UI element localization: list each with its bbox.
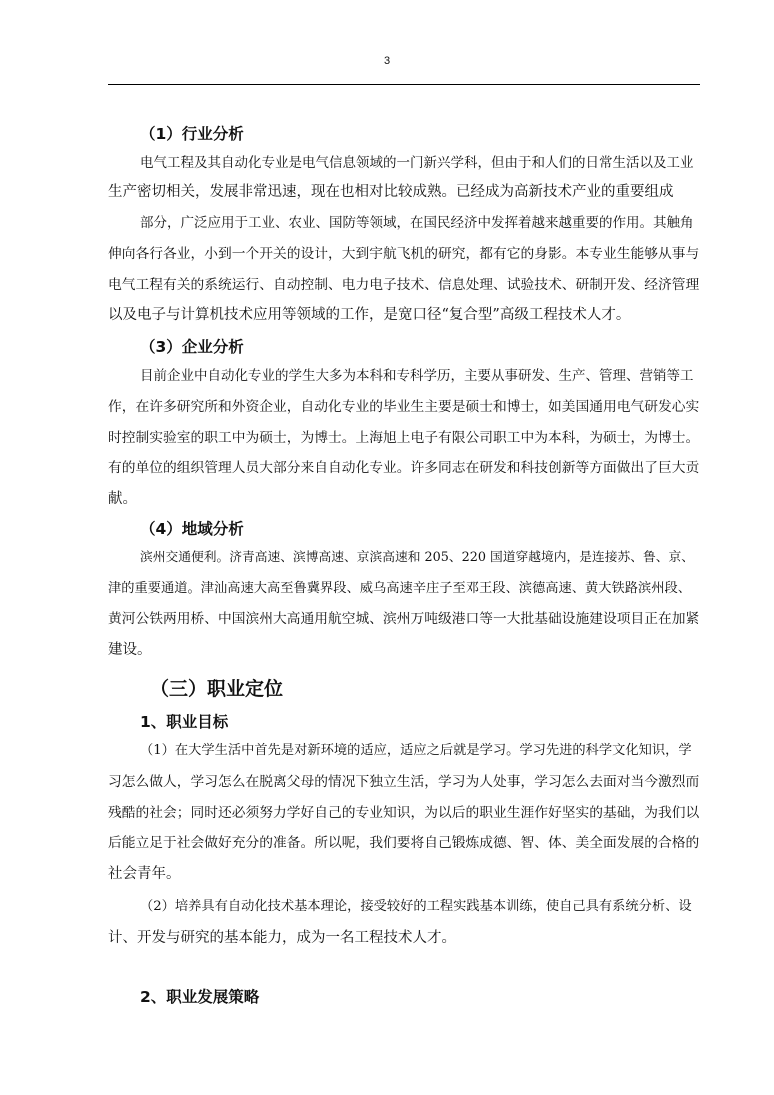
text-line: 伸向各行各业，小到一个开关的设计，大到宇航飞机的研究，都有它的身影。本专业生能够从事与 [108,246,700,262]
text-line: 后能立足于社会做好充分的准备。所以呢，我们要将自己锻炼成德、智、体、美全面发展的合格的 [108,835,700,851]
text-line: 生产密切相关，发展非常迅速，现在也相对比较成熟。已经成为高新技术产业的重要组成 [108,184,674,200]
header-rule [108,84,700,85]
text-line: 滨州交通便利。济青高速、滨博高速、京滨高速和 205、220 国道穿越境内，是连接苏、鲁、京、 [140,550,695,565]
heading-career-goal: 1、职业目标 [140,713,229,731]
heading-industry-analysis: （1）行业分析 [140,125,244,143]
text-line: 社会青年。 [108,866,181,882]
heading-career-positioning: （三）职业定位 [150,678,284,700]
text-line: 作，在许多研究所和外资企业，自动化专业的毕业生主要是硕士和博士，如美国通用电气研发心实 [108,399,700,415]
text-line: 黄河公铁两用桥、中国滨州大高通用航空城、滨州万吨级港口等一大批基础设施建设项目正在加紧 [108,611,700,627]
text-line: 电气工程有关的系统运行、自动控制、电力电子技术、信息处理、试验技术、研制开发、经济管理 [108,277,700,293]
text-line: 献。 [108,491,137,507]
text-line: 残酷的社会；同时还必须努力学好自己的专业知识，为以后的职业生涯作好坚实的基础，为我们以 [108,805,700,821]
text-line: 津的重要通道。津汕高速大高至鲁冀界段、威乌高速辛庄子至邓王段、滨德高速、黄大铁路滨州段、 [108,581,692,596]
text-line: 以及电子与计算机技术应用等领域的工作，是宽口径“复合型”高级工程技术人才。 [108,307,631,323]
text-line: 部分，广泛应用于工业、农业、国防等领域，在国民经济中发挥着越来越重要的作用。其触角 [140,215,694,231]
heading-region-analysis: （4）地域分析 [140,520,244,538]
text-line: 电气工程及其自动化专业是电气信息领域的一门新兴学科，但由于和人们的日常生活以及工业 [140,155,694,171]
text-line: 习怎么做人，学习怎么在脱离父母的情况下独立生活，学习为人处事，学习怎么去面对当今激烈而 [108,774,700,790]
text-line: 时控制实验室的职工中为硕士，为博士。上海旭上电子有限公司职工中为本科，为硕士，为博士。 [108,430,700,446]
text-line: 计、开发与研究的基本能力，成为一名工程技术人才。 [108,930,456,946]
heading-enterprise-analysis: （3）企业分析 [140,338,244,356]
page-number: 3 [383,55,391,67]
text-line: （1）在大学生活中首先是对新环境的适应，适应之后就是学习。学习先进的科学文化知识，学 [140,743,692,758]
text-line: 目前企业中自动化专业的学生大多为本科和专科学历，主要从事研发、生产、管理、营销等工 [140,368,694,384]
text-line: （2）培养具有自动化技术基本理论，接受较好的工程实践基本训练，使自己具有系统分析、设 [140,899,692,914]
text-line: 有的单位的组织管理人员大部分来自自动化专业。许多同志在研发和科技创新等方面做出了巨大贡 [108,460,700,476]
text-line: 建设。 [108,642,152,658]
heading-career-strategy: 2、职业发展策略 [140,988,260,1006]
